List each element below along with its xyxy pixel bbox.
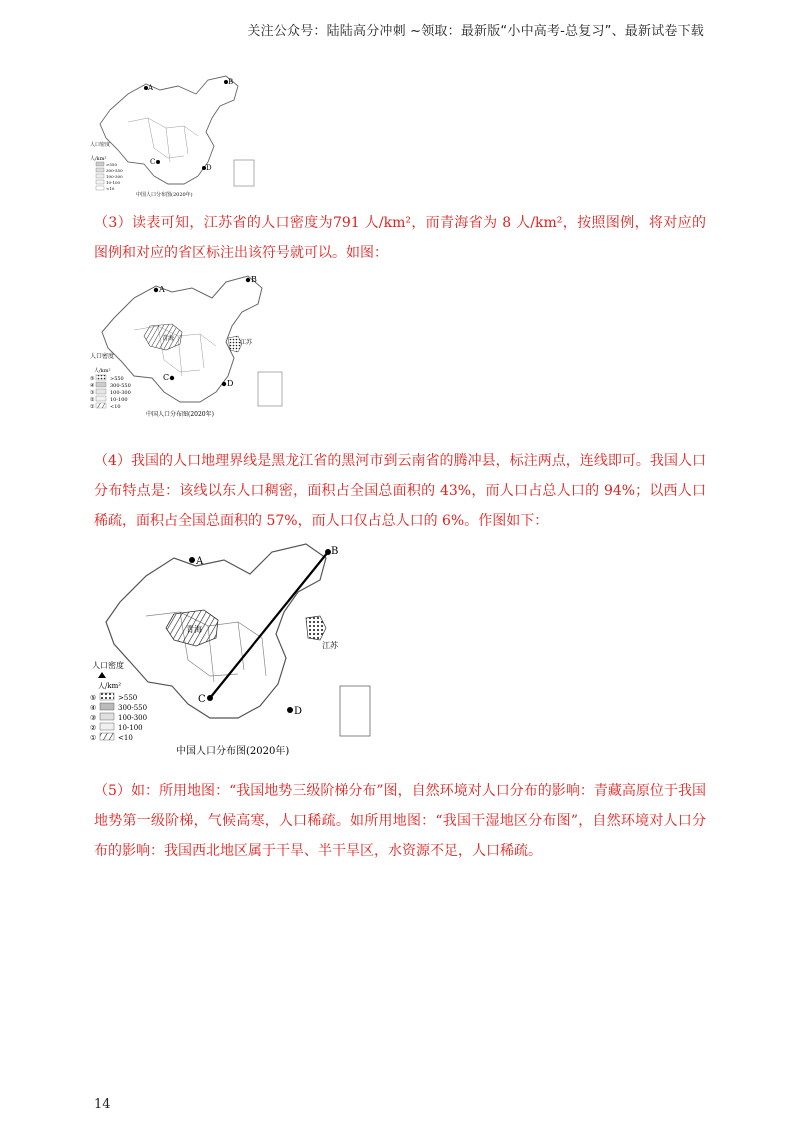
- answer-3: （3）读表可知，江苏省的人口密度为791 人/km²，而青海省为 8 人/km²，按照图例，将对应的图例和对应的省区标注出该符号就可以。如图：: [94, 215, 706, 261]
- legend-title: 人口密度: [90, 353, 115, 360]
- legend-unit: 人/km²: [98, 682, 122, 690]
- svg-text:300-550: 300-550: [118, 704, 148, 712]
- svg-text:>550: >550: [118, 694, 138, 702]
- answer-4: （4）我国的人口地理界线是黑龙江省的黑河市到云南省的腾冲县，标注两点，连线即可。我国人口分布特点是：该线以东人口稠密，面积占全国总面积的 43%，而人口占总人口的 94%；以西人口稀疏，面积占全国总面积的 57%，而人口仅占总人口的 6%。作图如下：: [94, 453, 706, 529]
- point-c-label: C: [150, 158, 156, 166]
- legend-unit: 人/km²: [90, 156, 107, 162]
- svg-text:①: ①: [90, 734, 97, 742]
- svg-text:③: ③: [90, 714, 97, 722]
- point-d-label: D: [294, 706, 303, 717]
- map-legend: [90, 141, 123, 191]
- svg-text:10-100: 10-100: [118, 724, 143, 732]
- point-a-label: A: [196, 556, 204, 567]
- answer-5: （5）如：所用地图：“我国地势三级阶梯分布”图，自然环境对人口分布的影响：青藏高原位于我国地势第一级阶梯，气候高寒，人口稀疏。如所用地图：“我国干湿地区分布图”，自然环境对人口分布的影响：我国西北地区属于干旱、半干旱区，水资源不足，人口稀疏。: [94, 783, 706, 859]
- jiangsu-label: 江苏: [240, 339, 253, 346]
- svg-text:②: ②: [90, 397, 95, 403]
- qinghai-label: 青海: [186, 625, 202, 634]
- svg-text:②: ②: [90, 724, 97, 732]
- svg-text:10-100: 10-100: [110, 397, 128, 403]
- svg-text:<10: <10: [118, 734, 133, 742]
- point-a-label: A: [148, 84, 154, 92]
- point-c-label: C: [198, 694, 206, 705]
- point-c-label: C: [163, 373, 170, 382]
- china-map-blank: [88, 72, 268, 200]
- svg-text:<10: <10: [106, 186, 115, 191]
- jiangsu-label: 江苏: [322, 641, 338, 650]
- map-legend: [90, 352, 131, 410]
- qinghai-label: 青海: [162, 335, 175, 342]
- svg-text:300-550: 300-550: [110, 383, 131, 389]
- svg-text:⑤: ⑤: [90, 376, 95, 382]
- svg-text:④: ④: [90, 704, 97, 712]
- point-b-label: B: [251, 275, 257, 284]
- point-d-label: D: [227, 379, 234, 388]
- svg-text:⑤: ⑤: [90, 694, 97, 702]
- svg-text:>550: >550: [110, 376, 124, 382]
- svg-text:100-300: 100-300: [110, 390, 131, 396]
- point-b-label: B: [331, 546, 339, 557]
- china-map-shaded: [88, 272, 298, 420]
- map-legend: [90, 660, 147, 742]
- svg-text:③: ③: [90, 390, 95, 396]
- legend-title: 人口密度: [92, 661, 124, 670]
- svg-text:100-300: 100-300: [106, 174, 123, 179]
- point-b-label: B: [228, 78, 234, 86]
- map-caption: 中国人口分布图(2020年): [136, 192, 193, 198]
- legend-title: 人口密度: [90, 142, 111, 148]
- page-number: 14: [94, 1097, 111, 1112]
- point-d-label: D: [206, 164, 212, 172]
- china-map-population-line: [88, 536, 372, 760]
- svg-text:<10: <10: [110, 404, 121, 410]
- svg-text:①: ①: [90, 404, 95, 410]
- svg-text:300-550: 300-550: [106, 168, 123, 173]
- point-a-label: A: [159, 285, 165, 294]
- svg-text:100-300: 100-300: [118, 714, 148, 722]
- svg-text:>550: >550: [106, 162, 117, 167]
- map-caption: 中国人口分布图(2020年): [176, 746, 290, 757]
- page-header: 关注公众号：陆陆高分冲刺 ~领取：最新版“小中高考-总复习”、最新试卷下载: [247, 24, 704, 39]
- svg-text:10-100: 10-100: [106, 180, 121, 185]
- svg-text:④: ④: [90, 383, 95, 389]
- legend-unit: 人/km²: [94, 368, 111, 374]
- map-caption: 中国人口分布图(2020年): [146, 411, 214, 418]
